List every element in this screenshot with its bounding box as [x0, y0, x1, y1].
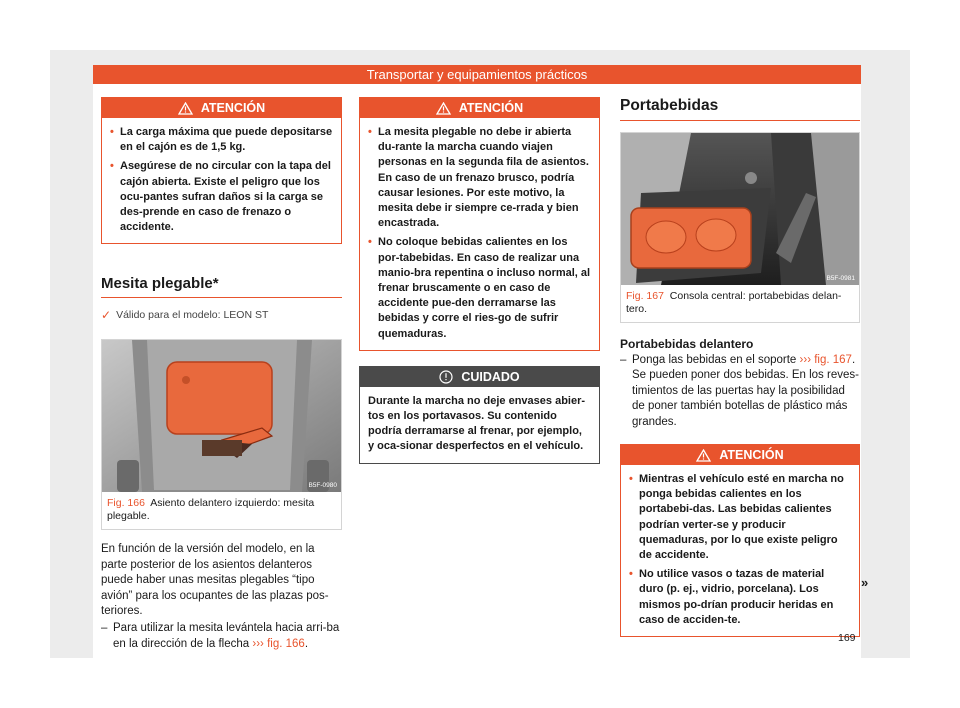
section-title: Portabebidas [620, 97, 860, 121]
bullet-icon: • [110, 160, 114, 173]
warning-title: ATENCIÓN [458, 101, 524, 115]
checkmark-icon: ✓ [101, 308, 112, 323]
instruction-step: – Para utilizar la mesita levántela hacia arri-ba en la dirección de la flecha ››› fig. 166. [101, 622, 340, 650]
warning-item: • No utilice vasos o tazas de material duro (p. ej., vidrio, porcelana). Los mismos po-drían producir heridas en caso de acciden-te. [629, 568, 834, 626]
figure-166 [101, 339, 342, 530]
page-number: 169 [838, 632, 856, 644]
body-paragraph: En función de la versión del modelo, en la parte posterior de los asientos delanteros puede haber unas mesitas plegables “tipo avión” para los ocupantes de las plazas pos-teriores. [101, 543, 329, 618]
warning-box [620, 444, 860, 637]
figure-link[interactable]: fig. 167 [814, 354, 852, 366]
warning-item: • No coloque bebidas calientes en los por-tabebidas. En caso de realizar una manio-bra repentina o incluso normal, al frenar bruscamente o en caso de accidente pue-den derramarse las bebidas y corre el ries-go de sufrir quemaduras. [368, 236, 591, 340]
warning-body [621, 465, 859, 636]
warning-title: ATENCIÓN [719, 448, 784, 463]
figure-image [102, 340, 341, 492]
warning-item: • Mientras el vehículo esté en marcha no ponga bebidas calientes en los portabebi-das. Las bebidas calientes podrían verter-se y producir quemaduras, por lo que existe peligro de accidente. [629, 473, 844, 562]
warning-title: ATENCIÓN [200, 101, 266, 115]
bullet-icon: • [629, 473, 633, 486]
info-circle-icon [439, 370, 453, 384]
figure-code: B5F-0980 [308, 482, 337, 490]
figure-number: Fig. 167 [626, 290, 664, 302]
column-middle [359, 97, 600, 464]
warning-box [359, 97, 600, 351]
instruction-step: – Ponga las bebidas en el soporte ››› fig. 167. Se pueden poner dos bebidas. En los reves-timientos de las puertas hay la posibilidad de poner también botellas de plástico más grandes. [620, 354, 859, 428]
continue-mark: » [861, 575, 869, 590]
figure-caption [102, 492, 341, 529]
warning-triangle-icon [178, 102, 193, 115]
warning-header [621, 445, 859, 465]
subheading: Portabebidas delantero [620, 337, 754, 351]
caution-body [360, 387, 599, 463]
caution-box [359, 366, 600, 464]
figure-167 [620, 132, 860, 323]
bullet-icon: • [110, 126, 114, 138]
validity-text: Válido para el modelo: LEON ST [116, 309, 269, 322]
caution-text: Durante la marcha no deje envases abier-tos en los portavasos. Su contenido podría derramarse al frenar, por ejemplo, y oca-sionar desperfectos en el vehículo. [368, 394, 586, 453]
figure-image [621, 133, 859, 285]
figure-caption [621, 285, 859, 322]
warning-box [101, 97, 342, 244]
bullet-icon: • [629, 568, 633, 581]
figure-code: B5F-0981 [826, 275, 855, 282]
figure-caption-text: Asiento delantero izquierdo: mesita plegable. [107, 497, 315, 523]
section-title: Mesita plegable* [101, 275, 342, 298]
warning-body [360, 118, 599, 350]
seat-illustration-icon [102, 340, 341, 492]
column-right [620, 97, 860, 637]
warning-triangle-icon [436, 102, 451, 115]
bullet-icon: • [368, 126, 372, 138]
warning-triangle-icon [696, 449, 711, 462]
validity-line [101, 308, 342, 322]
caution-title: CUIDADO [461, 369, 520, 384]
warning-body [102, 118, 341, 243]
column-left [101, 97, 342, 652]
figure-link[interactable]: fig. 166 [267, 637, 305, 650]
console-illustration-icon [621, 133, 859, 285]
warning-item: • Asegúrese de no circular con la tapa del cajón abierta. Existe el peligro que los ocu-pantes sufran daños si la carga se des-prende en caso de frenazo o accidente. [110, 160, 331, 234]
warning-item: • La carga máxima que puede depositarse en el cajón es de 1,5 kg. [110, 126, 333, 154]
caution-header [360, 367, 599, 387]
chapter-header: Transportar y equipamientos prácticos [93, 65, 861, 84]
figure-number: Fig. 166 [107, 497, 145, 510]
bullet-icon: • [368, 236, 372, 249]
figure-caption-text: Consola central: portabebidas delan-tero. [626, 290, 842, 315]
warning-item: • La mesita plegable no debe ir abierta du-rante la marcha cuando viajen personas en la segunda fila de asientos. En caso de un frenazo brusco, podría causar lesiones. Por este motivo, la mesita debe ir siempre ce-rrada y bien encastrada. [368, 126, 589, 230]
warning-header [360, 98, 599, 118]
warning-header [102, 98, 341, 118]
